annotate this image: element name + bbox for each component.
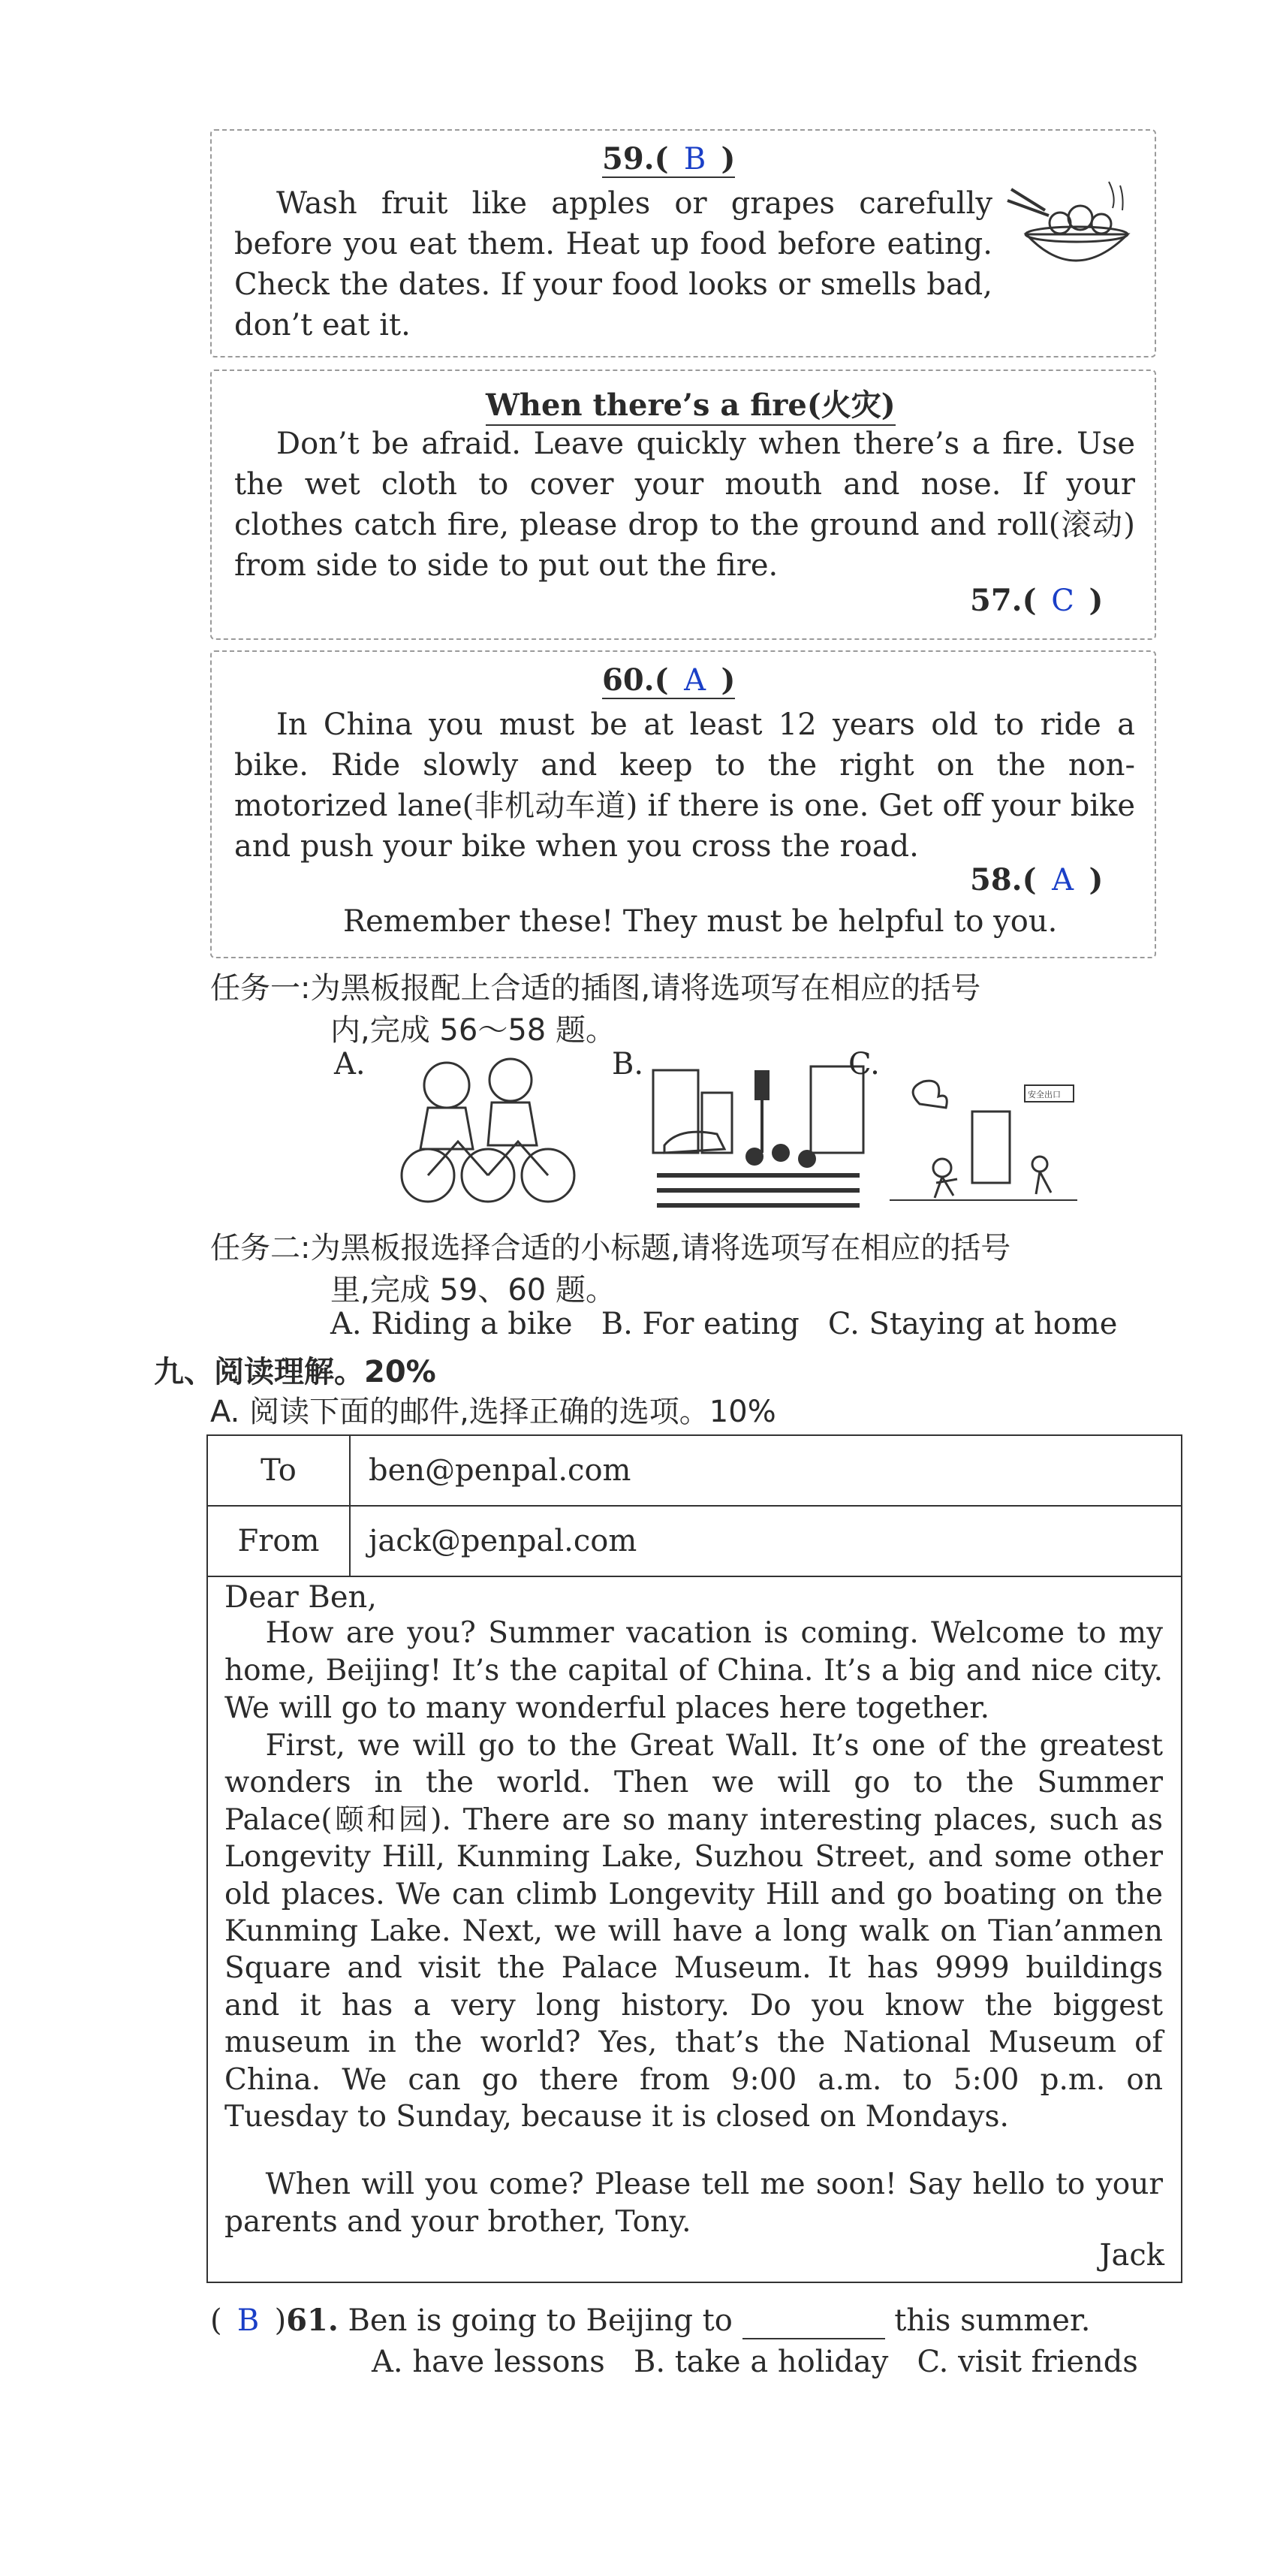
notice-box-59 bbox=[210, 129, 1156, 357]
answer-57: C bbox=[1051, 584, 1074, 618]
email-header-table bbox=[206, 1434, 1182, 1577]
question-58-heading: 58.( A ) bbox=[970, 862, 1104, 897]
answer-58: A bbox=[1052, 863, 1074, 897]
question-59-heading: 59.( B ) bbox=[602, 141, 736, 176]
email-from-label: From bbox=[207, 1506, 350, 1576]
exit-sign-text: 安全出口 bbox=[1028, 1090, 1061, 1099]
crossing-road-picture bbox=[649, 1063, 867, 1213]
email-paragraph-1: How are you? Summer vacation is coming. Welcome to my home, Beijing! It’s the capital of China. It’s a big and nice city. We will go to many wonderful places here together. bbox=[224, 1616, 1163, 1725]
option-a-label: A. bbox=[334, 1047, 366, 1081]
answer-61: B bbox=[236, 2303, 260, 2338]
question-61: ( B )61. Ben is going to Beijing to this summer. bbox=[210, 2303, 1091, 2338]
section-heading: 九、阅读理解。20% bbox=[154, 1355, 436, 1389]
answer-59: B bbox=[683, 142, 706, 176]
task1-line1: 任务一:为黑板报配上合适的插图,请将选项写在相应的括号 bbox=[210, 971, 981, 1006]
box2-text: Don’t be afraid. Leave quickly when there’s a fire. Use the wet cloth to cover your mouth and nose. If your clothes catch fire, please drop to the ground and roll(滚动) from side to side to put out the fire. bbox=[234, 427, 1135, 583]
task2-options: A. Riding a bike B. For eating C. Staying at home bbox=[330, 1307, 1118, 1341]
email-to-value: ben@penpal.com bbox=[350, 1435, 1182, 1506]
task1-line2: 内,完成 56～58 题。 bbox=[330, 1013, 616, 1048]
email-from-value: jack@penpal.com bbox=[350, 1506, 1182, 1576]
question-57-heading: 57.( C ) bbox=[970, 583, 1104, 618]
fruit-bowl-illustration bbox=[1004, 174, 1146, 279]
notice-box-60 bbox=[210, 650, 1156, 958]
email-signature: Jack bbox=[1099, 2238, 1164, 2273]
box3-text: In China you must be at least 12 years old to ride a bike. Ride slowly and keep to the right on the non-motorized lane(非机动车道) if there is one. Get off your bike and push your bike when you cross the road. bbox=[234, 707, 1135, 864]
email-paragraph-3: When will you come? Please tell me soon! Say hello to your parents and your brother, Tony. bbox=[224, 2167, 1163, 2239]
notice-box-fire bbox=[210, 370, 1156, 640]
question-61-options: A. have lessons B. take a holiday C. visit friends bbox=[372, 2345, 1138, 2379]
option-c-label: C. bbox=[848, 1047, 880, 1081]
task2-line1: 任务二:为黑板报选择合适的小标题,请将选项写在相应的括号 bbox=[210, 1231, 1011, 1265]
email-to-row bbox=[207, 1435, 1182, 1506]
email-greeting: Dear Ben, bbox=[224, 1580, 377, 1615]
option-b-label: B. bbox=[612, 1047, 644, 1081]
section-instruction: A. 阅读下面的邮件,选择正确的选项。10% bbox=[210, 1395, 776, 1429]
fire-title: When there’s a fire(火灾) bbox=[486, 382, 896, 426]
answer-blank bbox=[742, 2303, 885, 2339]
kids-riding-bikes-picture bbox=[375, 1051, 601, 1209]
email-to-label: To bbox=[207, 1435, 350, 1506]
task2-line2: 里,完成 59、60 题。 bbox=[330, 1273, 616, 1308]
box3-closing: Remember these! They must be helpful to you. bbox=[343, 904, 1058, 939]
box1-text: Wash fruit like apples or grapes carefully before you eat them. Heat up food before eating. Check the dates. If your food looks or smells bad, don’t eat it. bbox=[234, 186, 992, 342]
question-60-heading: 60.( A ) bbox=[602, 662, 736, 698]
email-paragraph-2: First, we will go to the Great Wall. It’s one of the greatest wonders in the world. Then we will go to the Summer Palace(颐和园). There are so many interesting places, such as Longevity Hill, Kunming Lake, Suzhou Street, and some other old places. We can climb Longevity Hill and go boating on the Kunming Lake. Next, we will have a long walk on Tian’anmen Square and visit the Palace Museum. It has 9999 buildings and it has a very long history. Do you know the biggest museum in the world? Yes, that’s the National Museum of China. We can go there from 9:00 a.m. to 5:00 p.m. on Tuesday to Sunday, because it is closed on Mondays. bbox=[224, 1729, 1163, 2134]
email-from-row bbox=[207, 1506, 1182, 1576]
email-body bbox=[206, 1574, 1182, 2283]
fire-exit-picture bbox=[890, 1074, 1077, 1205]
answer-60: A bbox=[684, 663, 706, 698]
